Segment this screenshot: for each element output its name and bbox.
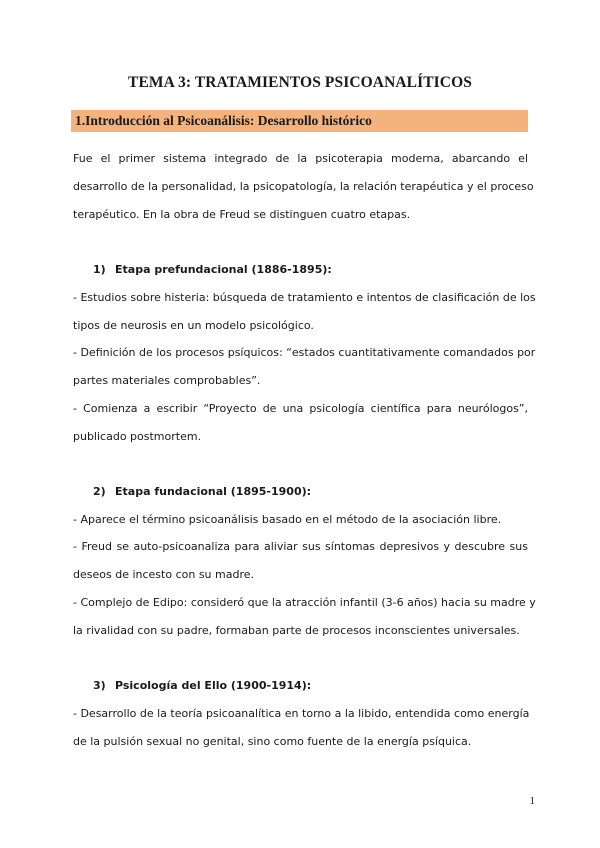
stage-title: Etapa prefundacional (1886-1895): xyxy=(115,263,332,276)
stage-line: - Comienza a escribir “Proyecto de una psicología científica para neurólogos”, xyxy=(73,402,528,415)
stage-line: - Complejo de Edipo: consideró que la atracción infantil (3-6 años) hacia su madre y xyxy=(73,596,536,609)
page-number: 1 xyxy=(529,795,535,807)
stage-line: partes materiales comprobables”. xyxy=(73,374,261,387)
stage-heading xyxy=(93,484,311,500)
document-title: TEMA 3: TRATAMIENTOS PSICOANALÍTICOS xyxy=(128,74,472,91)
stage-heading xyxy=(93,678,311,694)
stage-line: la rivalidad con su padre, formaban parte de procesos inconscientes universales. xyxy=(73,624,520,637)
intro-line: desarrollo de la personalidad, la psicopatología, la relación terapéutica y el proceso xyxy=(73,180,534,193)
stage-line: publicado postmortem. xyxy=(73,430,202,443)
stage-line: de la pulsión sexual no genital, sino como fuente de la energía psíquica. xyxy=(73,735,472,748)
stage-line: - Desarrollo de la teoría psicoanalítica en torno a la libido, entendida como energía xyxy=(73,707,530,720)
stage-number: 1) xyxy=(93,263,106,276)
stage-line: - Aparece el término psicoanálisis basado en el método de la asociación libre. xyxy=(73,513,502,526)
stage-line: tipos de neurosis en un modelo psicológico. xyxy=(73,319,314,332)
stage-number: 3) xyxy=(93,679,106,692)
stage-line: - Freud se auto-psicoanaliza para aliviar sus síntomas depresivos y descubre sus xyxy=(73,540,528,553)
stage-line: - Estudios sobre histeria: búsqueda de tratamiento e intentos de clasificación de los xyxy=(73,291,536,304)
intro-line: terapéutico. En la obra de Freud se distinguen cuatro etapas. xyxy=(73,208,411,221)
stage-heading xyxy=(93,262,332,278)
stage-line: - Definición de los procesos psíquicos: “estados cuantitativamente comandados por xyxy=(73,346,536,359)
stage-number: 2) xyxy=(93,485,106,498)
intro-line: Fue el primer sistema integrado de la psicoterapia moderna, abarcando el xyxy=(73,152,528,165)
section-heading: 1.Introducción al Psicoanálisis: Desarrollo histórico xyxy=(71,110,528,132)
stage-line: deseos de incesto con su madre. xyxy=(73,568,254,581)
stage-title: Etapa fundacional (1895-1900): xyxy=(115,485,312,498)
stage-title: Psicología del Ello (1900-1914): xyxy=(115,679,312,692)
